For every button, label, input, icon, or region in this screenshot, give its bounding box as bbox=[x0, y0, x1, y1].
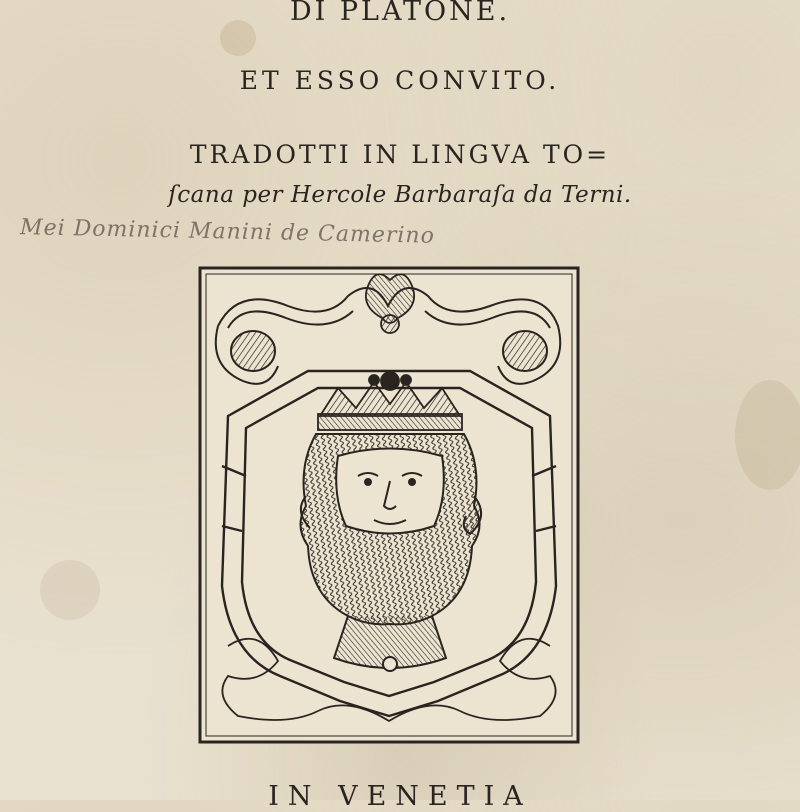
paper-stain bbox=[735, 380, 800, 490]
title-line-4: ſcana per Hercole Barbaraſa da Terni. bbox=[168, 182, 632, 208]
handwritten-inscription: Mei Dominici Manini de Camerino bbox=[19, 215, 436, 249]
imprint-line: IN VENETIA bbox=[268, 781, 532, 812]
title-line-3: TRADOTTI IN LINGVA TO= bbox=[189, 140, 611, 169]
woodcut-illustration bbox=[198, 266, 580, 744]
title-line-1: DI PLATONE. bbox=[289, 0, 511, 27]
title-line-2: ET ESSO CONVITO. bbox=[239, 66, 561, 95]
paper-stain bbox=[40, 560, 100, 620]
